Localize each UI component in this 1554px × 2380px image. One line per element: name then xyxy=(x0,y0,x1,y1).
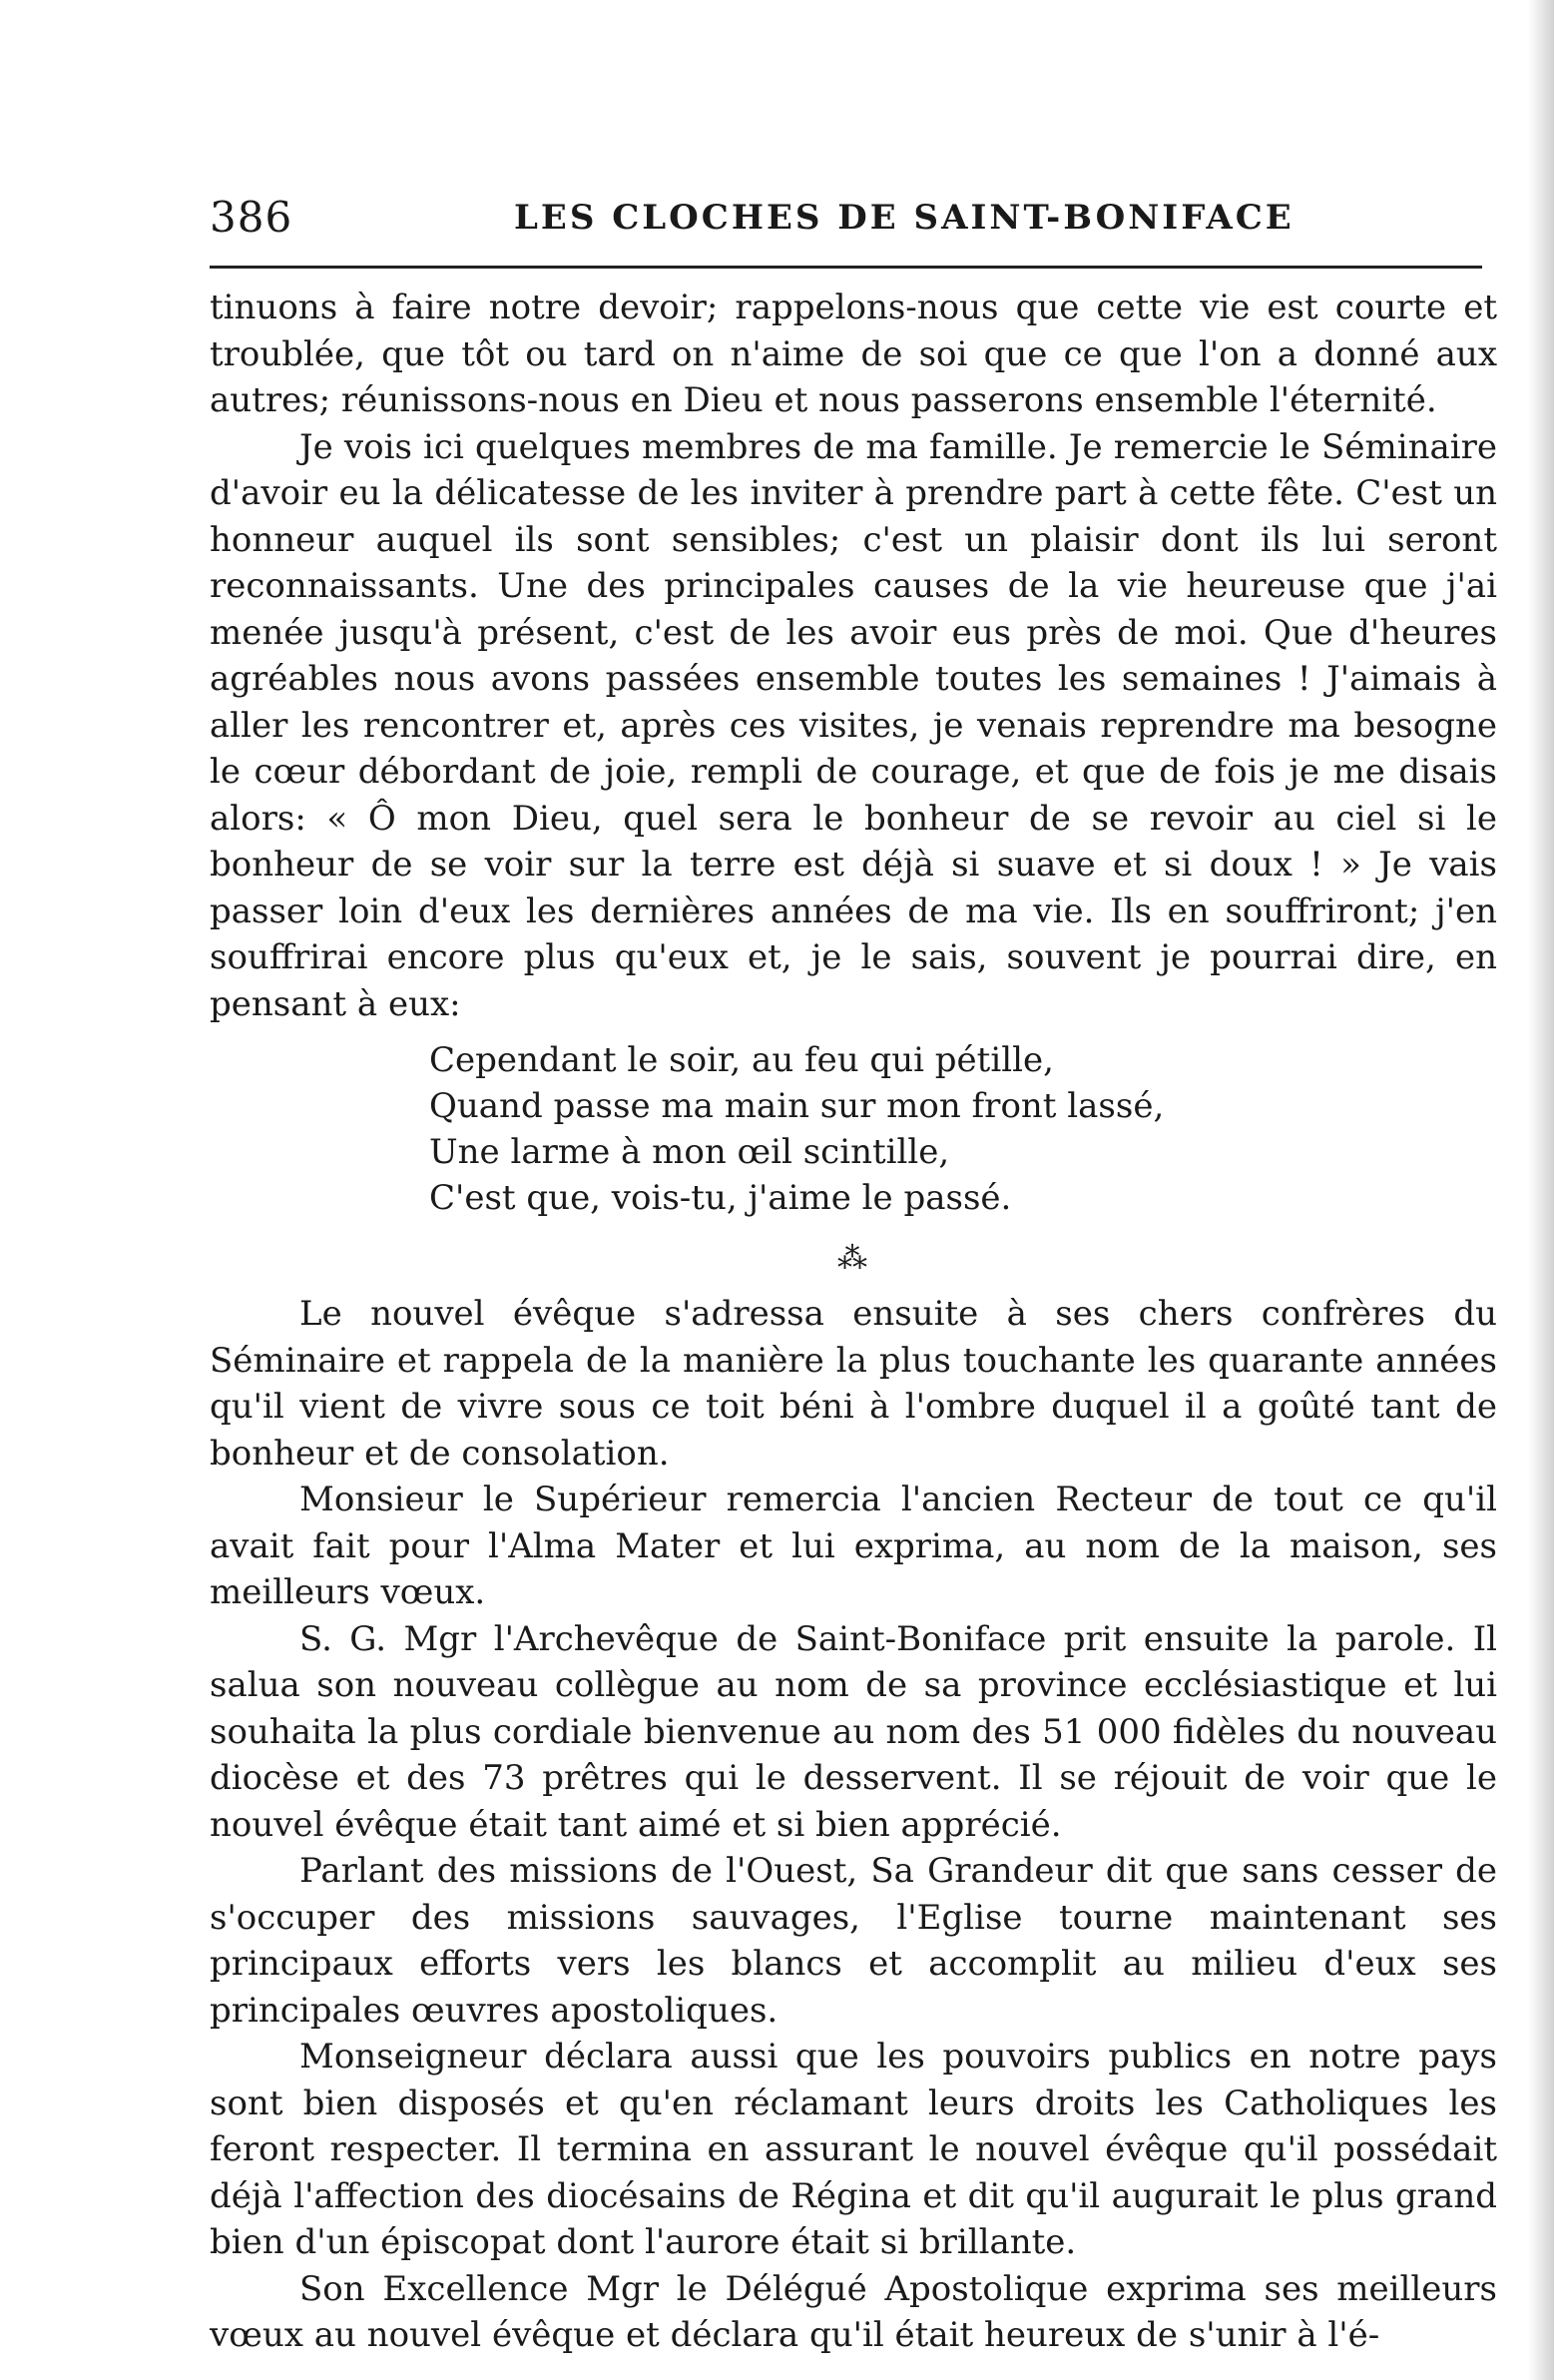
verse-line: Une larme à mon œil scintille, xyxy=(429,1132,950,1172)
scan-edge-shadow xyxy=(1528,0,1554,2380)
paragraph: Parlant des missions de l'Ouest, Sa Grandeur dit que sans cesser de s'occuper des missions sauvages, l'Eglise tourne maintenant ses principaux efforts vers les blancs et accomplit au milieu d'eux ses principales œuvres apostoliques. xyxy=(210,1851,1497,2031)
page-number: 386 xyxy=(210,193,293,242)
body-text xyxy=(210,285,1497,2359)
paragraph: tinuons à faire notre devoir; rappelons-nous que cette vie est courte et troublée, que tôt ou tard on n'aime de soi que ce que l'on a donné aux autres; réunissons-nous en Dieu et nous passerons ensemble l'éternité. xyxy=(210,288,1497,420)
paragraph: S. G. Mgr l'Archevêque de Saint-Boniface prit ensuite la parole. Il salua son nouveau collègue au nom de sa province ecclésiastique et lui souhaita la plus cordiale bienvenue au nom des 51 000 fidèles du nouveau diocèse et des 73 prêtres qui le desservent. Il se réjouit de voir que le nouvel évêque était tant aimé et si bien apprécié. xyxy=(210,1618,1497,1845)
page-header xyxy=(210,188,1487,248)
paragraph: Monsieur le Supérieur remercia l'ancien Recteur de tout ce qu'il avait fait pour l'Alma Mater et lui exprima, au nom de la maison, ses meilleurs vœux. xyxy=(210,1480,1497,1612)
paragraph: Je vois ici quelques membres de ma famille. Je remercie le Séminaire d'avoir eu la délicatesse de les inviter à prendre part à cette fête. C'est un honneur auquel ils sont sensibles; c'est un plaisir dont ils lui seront reconnaissants. Une des principales causes de la vie heureuse que j'ai menée jusqu'à présent, c'est de les avoir eus près de moi. Que d'heures agréables nous avons passées ensemble toutes les semaines ! J'aimais à aller les rencontrer et, après ces visites, je venais reprendre ma besogne le cœur débordant de joie, rempli de courage, et que de fois je me disais alors: « Ô mon Dieu, quel sera le bonheur de se revoir au ciel si le bonheur de se voir sur la terre est déjà si suave et si doux ! » Je vais passer loin d'eux les dernières années de ma vie. Ils en souffriront; j'en souffrirai encore plus qu'eux et, je le sais, souvent je pourrai dire, en pensant à eux: xyxy=(210,426,1497,1024)
verse-line: Cependant le soir, au feu qui pétille, xyxy=(429,1040,1054,1080)
header-rule xyxy=(210,266,1482,269)
asterism-divider: ⁂ xyxy=(837,1241,869,1276)
paragraph: Monseigneur déclara aussi que les pouvoirs publics en notre pays sont bien disposés et qu'en réclamant leurs droits les Catholiques les feront respecter. Il termina en assurant le nouvel évêque qu'il possédait déjà l'affection des diocésains de Régina et dit qu'il augurait le plus grand bien d'un épiscopat dont l'aurore était si brillante. xyxy=(210,2037,1497,2262)
paragraph: Le nouvel évêque s'adressa ensuite à ses chers confrères du Séminaire et rappela de la manière la plus touchante les quarante années qu'il vient de vivre sous ce toit béni à l'ombre duquel il a goûté tant de bonheur et de consolation. xyxy=(210,1294,1497,1474)
verse-block xyxy=(429,1037,1497,1221)
verse-line: Quand passe ma main sur mon front lassé, xyxy=(429,1086,1165,1126)
verse-line: C'est que, vois-tu, j'aime le passé. xyxy=(429,1178,1012,1218)
paragraph: Son Excellence Mgr le Délégué Apostolique exprima ses meilleurs vœux au nouvel évêque et déclara qu'il était heureux de s'unir à l'é- xyxy=(210,2268,1497,2355)
running-title: LES CLOCHES DE SAINT-BONIFACE xyxy=(514,198,1295,238)
